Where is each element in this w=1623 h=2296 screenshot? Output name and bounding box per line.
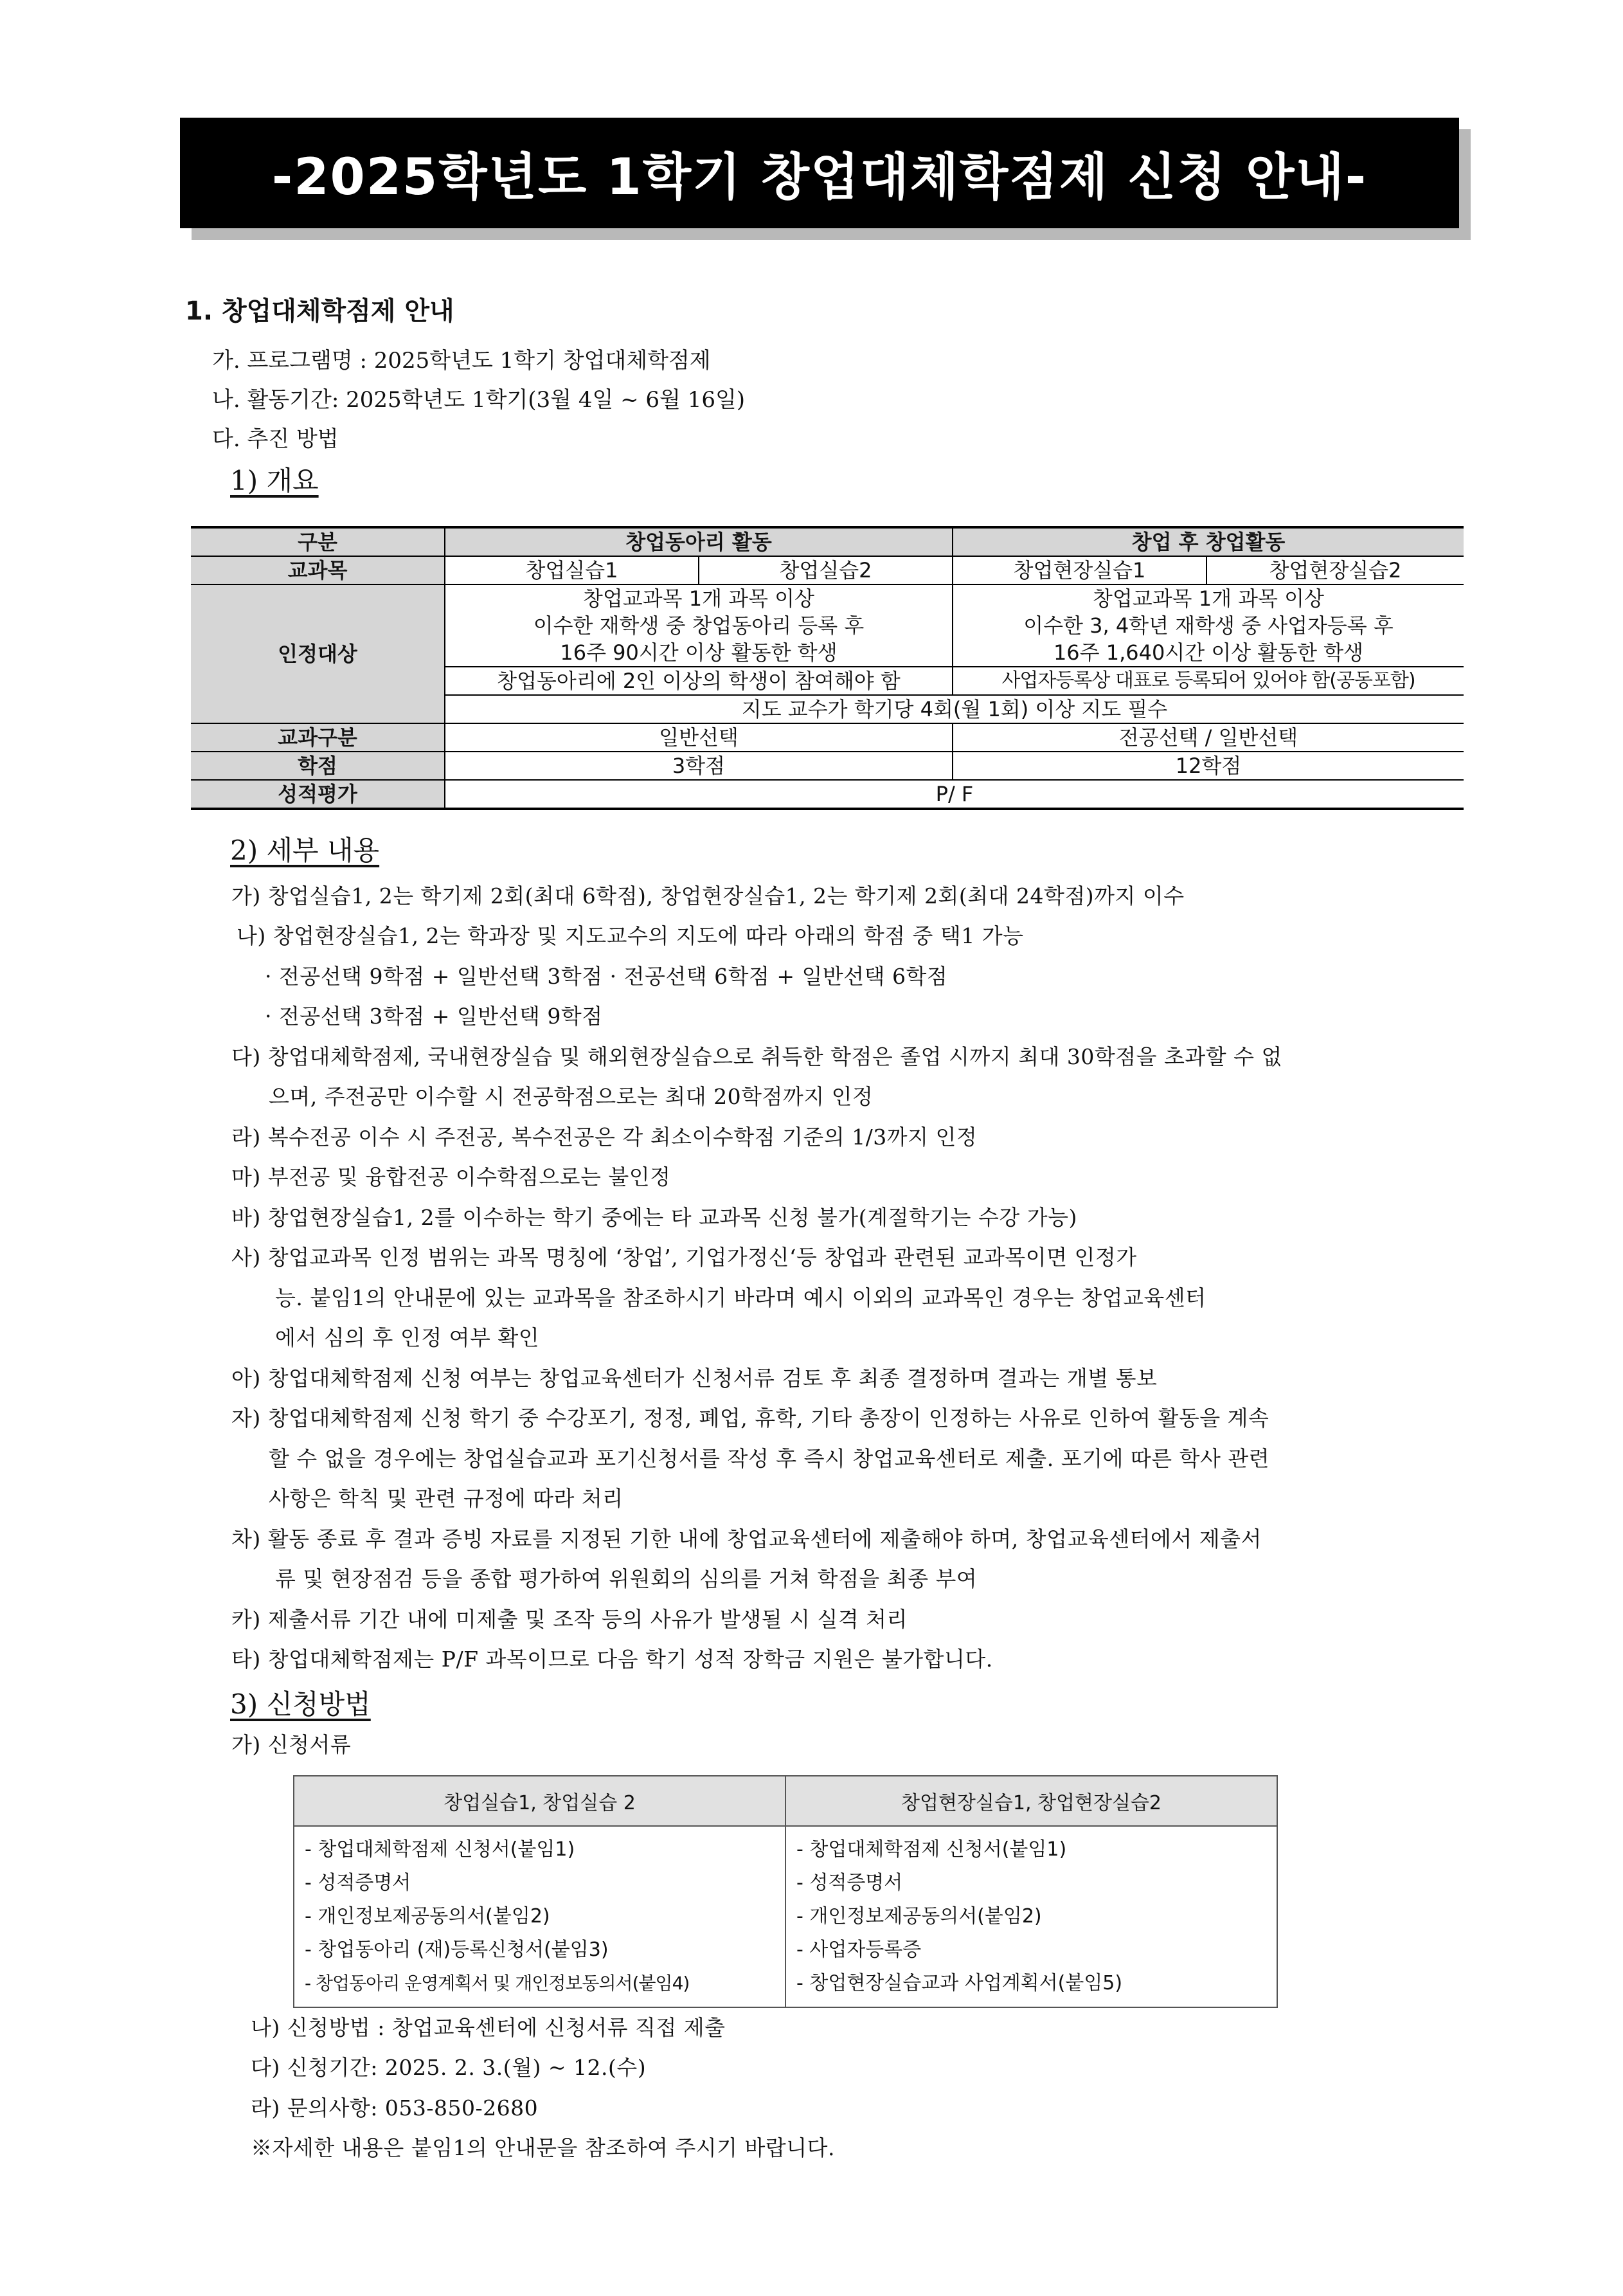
apply-heading: 3) 신청방법 [230,1688,371,1720]
detail-line: 다) 창업대체학점제, 국내현장실습 및 해외현장실습으로 취득한 학점은 졸업 시까지 최대 30학점을 초과할 수 없 [231,1044,1282,1069]
grade-value: P/ F [445,780,1464,809]
doc-item: - 개인정보제공동의서(붙임2) [305,1905,550,1928]
detail-line: 가) 창업실습1, 2는 학기제 2회(최대 6학점), 창업현장실습1, 2는 학기제 2회(최대 24학점)까지 이수 [231,883,1185,908]
detail-line: 타) 창업대체학점제는 P/F 과목이므로 다음 학기 성적 장학금 지원은 불가합니다. [231,1647,993,1672]
course-cell: 창업현장실습2 [1206,556,1464,584]
target-club-cell [445,584,953,667]
docs-list-startup [785,1826,1277,2007]
course-cell: 창업실습1 [445,556,699,584]
doc-item: - 성적증명서 [305,1872,411,1894]
apply-method: 나) 신청방법 : 창업교육센터에 신청서류 직접 제출 [251,2015,726,2040]
doc-item: - 창업동아리 운영계획서 및 개인정보동의서(붙임4) [305,1973,690,1994]
overview-table [191,526,1464,810]
docs-header-club: 창업실습1, 창업실습 2 [294,1776,785,1826]
detail-line: 마) 부전공 및 융합전공 이수학점으로는 불인정 [231,1164,671,1189]
detail-line: 능. 붙임1의 안내문에 있는 교과목을 참조하시기 바라며 예시 이외의 교과목인 경우는 창업교육센터 [275,1285,1206,1310]
detail-line: 에서 심의 후 인정 여부 확인 [275,1325,540,1350]
activity-period: 나. 활동기간: 2025학년도 1학기(3월 4일 ~ 6월 16일) [212,387,746,413]
detail-line: 자) 창업대체학점제 신청 학기 중 수강포기, 정정, 폐업, 휴학, 기타 총장이 인정하는 사유로 인하여 활동을 계속 [231,1406,1269,1431]
detail-line: · 전공선택 9학점 + 일반선택 3학점 · 전공선택 6학점 + 일반선택 6학점 [265,964,948,989]
section-heading: 1. 창업대체학점제 안내 [185,296,454,326]
detail-line: 바) 창업현장실습1, 2를 이수하는 학기 중에는 타 교과목 신청 불가(계절학기는 수강 가능) [231,1205,1077,1230]
row-label-courses: 교과목 [191,556,445,584]
target-line: 창업교과목 1개 과목 이상 [583,586,814,611]
credit-startup: 12학점 [953,752,1464,780]
condition-club: 창업동아리에 2인 이상의 학생이 참여해야 함 [445,667,953,695]
detail-line: 사) 창업교과목 인정 범위는 과목 명칭에 ‘창업’, 기업가정신‘등 창업과 관련된 교과목이면 인정가 [231,1245,1137,1270]
page-title: -2025학년도 1학기 창업대체학점제 신청 안내- [271,149,1368,206]
doc-item: - 개인정보제공동의서(붙임2) [796,1905,1042,1928]
apply-period: 다) 신청기간: 2025. 2. 3.(월) ~ 12.(수) [251,2055,647,2080]
detail-line: 라) 복수전공 이수 시 주전공, 복수전공은 각 최소이수학점 기준의 1/3까지 인정 [231,1125,978,1150]
program-name: 가. 프로그램명 : 2025학년도 1학기 창업대체학점제 [212,348,711,374]
row-label-grade: 성적평가 [191,780,445,809]
header-club: 창업동아리 활동 [445,527,953,556]
method-label: 다. 추진 방법 [212,426,339,452]
overview-heading: 1) 개요 [230,465,319,496]
docs-header-startup: 창업현장실습1, 창업현장실습2 [785,1776,1277,1826]
header-startup: 창업 후 창업활동 [953,527,1464,556]
doc-item: - 성적증명서 [796,1872,903,1894]
note: ※자세한 내용은 붙임1의 안내문을 참조하여 주시기 바랍니다. [251,2135,835,2160]
type-startup: 전공선택 / 일반선택 [953,723,1464,752]
doc-item: - 창업대체학점제 신청서(붙임1) [305,1838,575,1861]
details-heading: 2) 세부 내용 [230,835,380,866]
target-startup-cell [953,584,1464,667]
course-cell: 창업실습2 [699,556,953,584]
header-category: 구분 [191,527,445,556]
target-line: 이수한 3, 4학년 재학생 중 사업자등록 후 [1023,613,1394,638]
contact: 라) 문의사항: 053-850-2680 [251,2095,539,2120]
documents-table [293,1775,1278,2008]
title-banner [180,118,1459,228]
type-club: 일반선택 [445,723,953,752]
detail-line: 사항은 학칙 및 관련 규정에 따라 처리 [269,1486,623,1511]
advisor-requirement: 지도 교수가 학기당 4회(월 1회) 이상 지도 필수 [445,695,1464,723]
detail-line: 카) 제출서류 기간 내에 미제출 및 조작 등의 사유가 발생될 시 실격 처리 [231,1607,908,1632]
row-label-credit: 학점 [191,752,445,780]
docs-list-club [294,1826,785,2007]
condition-startup: 사업자등록상 대표로 등록되어 있어야 함(공동포함) [953,667,1464,695]
target-line: 창업교과목 1개 과목 이상 [1093,586,1324,611]
detail-line: 나) 창업현장실습1, 2는 학과장 및 지도교수의 지도에 따라 아래의 학점 중 택1 가능 [237,923,1024,948]
doc-item: - 사업자등록증 [796,1939,922,1961]
credit-club: 3학점 [445,752,953,780]
docs-label: 가) 신청서류 [231,1732,352,1757]
doc-item: - 창업현장실습교과 사업계획서(붙임5) [796,1972,1123,1994]
doc-item: - 창업대체학점제 신청서(붙임1) [796,1838,1067,1861]
row-label-target: 인정대상 [191,584,445,723]
detail-line: 아) 창업대체학점제 신청 여부는 창업교육센터가 신청서류 검토 후 최종 결정하며 결과는 개별 통보 [231,1366,1158,1391]
target-line: 16주 90시간 이상 활동한 학생 [560,640,838,665]
detail-line: 류 및 현장점검 등을 종합 평가하여 위원회의 심의를 거쳐 학점을 최종 부여 [275,1566,978,1591]
doc-item: - 창업동아리 (재)등록신청서(붙임3) [305,1939,609,1961]
course-cell: 창업현장실습1 [953,556,1206,584]
detail-line: 으며, 주전공만 이수할 시 전공학점으로는 최대 20학점까지 인정 [269,1084,874,1109]
target-line: 16주 1,640시간 이상 활동한 학생 [1053,640,1364,665]
target-line: 이수한 재학생 중 창업동아리 등록 후 [533,613,865,638]
detail-line: · 전공선택 3학점 + 일반선택 9학점 [265,1004,603,1029]
row-label-type: 교과구분 [191,723,445,752]
detail-line: 할 수 없을 경우에는 창업실습교과 포기신청서를 작성 후 즉시 창업교육센터로 제출. 포기에 따른 학사 관련 [269,1446,1270,1471]
detail-line: 차) 활동 종료 후 결과 증빙 자료를 지정된 기한 내에 창업교육센터에 제출해야 하며, 창업교육센터에서 제출서 [231,1526,1262,1551]
